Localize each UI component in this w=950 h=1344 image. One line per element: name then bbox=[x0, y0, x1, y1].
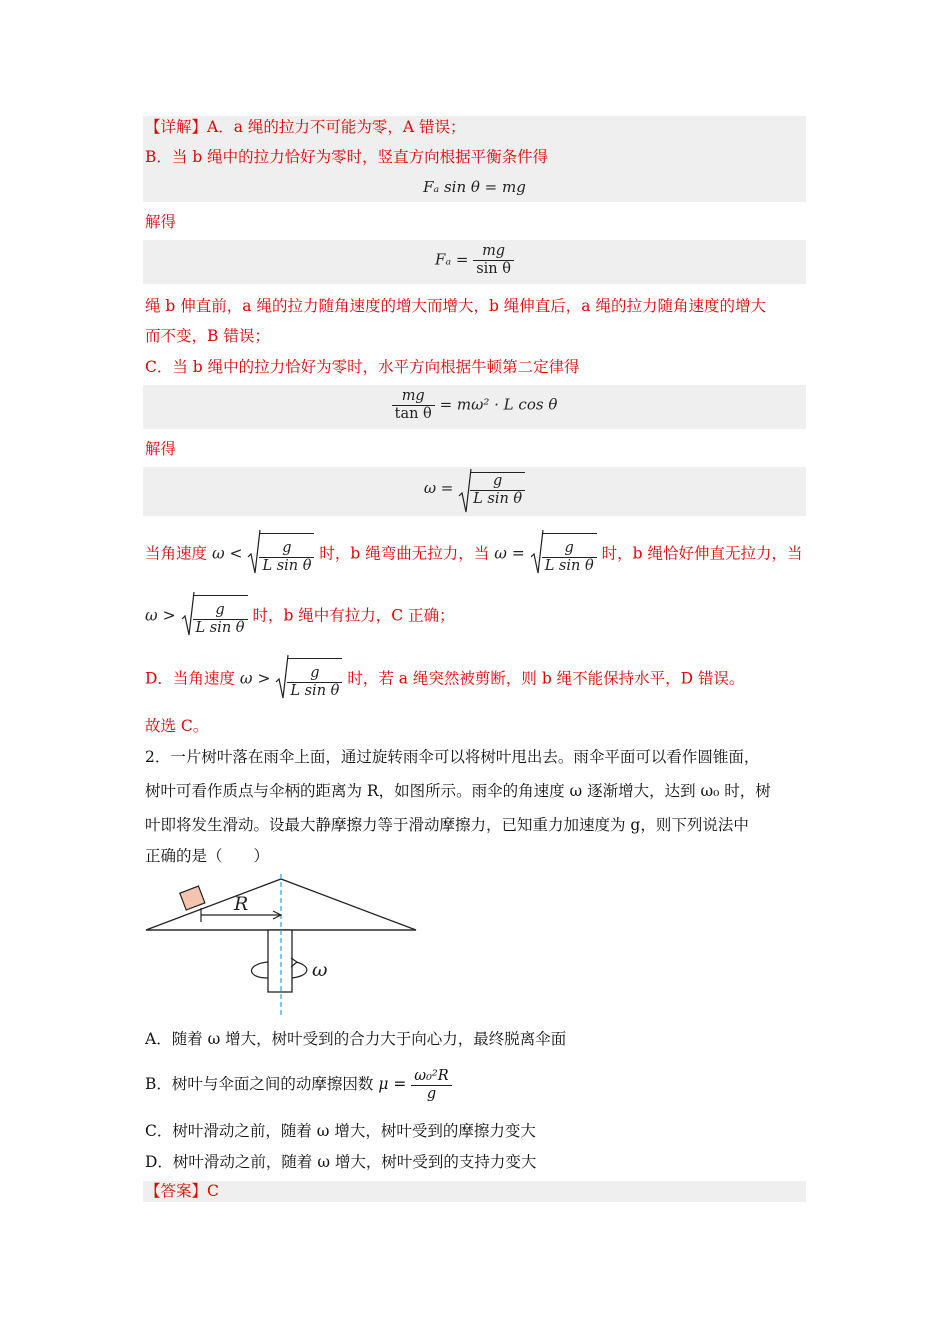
omega-label: ω bbox=[312, 959, 328, 981]
solve-label-1: 解得 bbox=[145, 213, 177, 231]
equation-3: $\frac{mg}{\text{tan θ}}$ = mω² · L cos θ bbox=[143, 388, 806, 423]
radical-sign-icon bbox=[275, 654, 289, 700]
option-b: B．树叶与伞面之间的动摩擦因数 μ = $\frac{\text{ω₀²R}}{g}$ bbox=[145, 1064, 452, 1104]
leaf-block bbox=[180, 886, 205, 910]
detail-paragraph-1b: 而不变，B 错误； bbox=[145, 327, 270, 345]
umbrella-figure bbox=[140, 872, 425, 1017]
detail-line-a: 【详解】A．a 绳的拉力不可能为零，A 错误； bbox=[145, 118, 466, 136]
equation-3-fraction: $\frac{mg}{\text{tan θ}}$ bbox=[392, 388, 435, 423]
final-choice: 故选 C。 bbox=[145, 717, 209, 735]
solve-label-2: 解得 bbox=[145, 440, 177, 458]
condition-sqrt-2: $\frac{g}{\text{L sin θ}}$ bbox=[530, 531, 597, 578]
radical-sign-icon bbox=[458, 468, 472, 514]
condition-line-2: ω > $\frac{g}{\text{L sin θ}}$ 时，b 绳中有拉力，C 正确； bbox=[145, 593, 455, 640]
radical-sign-icon bbox=[247, 529, 261, 575]
option-c: C．树叶滑动之前，随着 ω 增大，树叶受到的摩擦力变大 bbox=[145, 1122, 536, 1140]
condition-sqrt-4: $\frac{g}{\text{L sin θ}}$ bbox=[275, 656, 342, 703]
condition-line-1: 当角速度 ω < $\frac{g}{\text{L sin θ}}$ 时，b 绳弯曲无拉力，当 ω = $\frac{g}{\text{L sin θ}}$ 时，b 绳恰好伸直无拉力，当 bbox=[145, 531, 802, 578]
radius-label: R bbox=[234, 893, 249, 915]
condition-sqrt-1: $\frac{g}{\text{L sin θ}}$ bbox=[247, 531, 314, 578]
question-stem-4: 正确的是（ ） bbox=[145, 847, 270, 865]
answer-value: C bbox=[207, 1182, 219, 1200]
umbrella-handle bbox=[268, 930, 292, 992]
detail-line-c: C．当 b 绳中的拉力恰好为零时，水平方向根据牛顿第二定律得 bbox=[145, 358, 580, 376]
question-stem-1: 2．一片树叶落在雨伞上面，通过旋转雨伞可以将树叶甩出去。雨伞平面可以看作圆锥面， bbox=[145, 748, 760, 766]
option-a: A．随着 ω 增大，树叶受到的合力大于向心力，最终脱离伞面 bbox=[145, 1030, 567, 1048]
option-d: D．树叶滑动之前，随着 ω 增大，树叶受到的支持力变大 bbox=[145, 1153, 537, 1171]
answer-tag: 【答案】 bbox=[145, 1182, 208, 1200]
equation-2: Fₐ = $\frac{mg}{\text{sin θ}}$ bbox=[143, 243, 806, 278]
equation-4: ω = $\frac{g}{\text{L sin θ}}$ bbox=[143, 470, 806, 508]
detail-line-d: D．当角速度 ω > $\frac{g}{\text{L sin θ}}$ 时，若 a 绳突然被剪断，则 b 绳不能保持水平，D 错误。 bbox=[145, 656, 745, 703]
question-stem-2: 树叶可看作质点与伞柄的距离为 R，如图所示。雨伞的角速度 ω 逐渐增大，达到 ω₀ 时，树 bbox=[145, 782, 771, 800]
radical-sign-icon bbox=[181, 591, 195, 637]
option-b-fraction: $\frac{\text{ω₀²R}}{g}$ bbox=[411, 1068, 451, 1103]
answer-line bbox=[145, 1180, 219, 1202]
radical-sign-icon bbox=[530, 529, 544, 575]
detail-line-b: B．当 b 绳中的拉力恰好为零时，竖直方向根据平衡条件得 bbox=[145, 148, 549, 166]
question-stem-3: 叶即将发生滑动。设最大静摩擦力等于滑动摩擦力，已知重力加速度为 g，则下列说法中 bbox=[145, 816, 749, 834]
answer-shade bbox=[143, 1181, 806, 1202]
equation-4-sqrt: $\frac{g}{\text{L sin θ}}$ bbox=[458, 470, 525, 508]
detail-tag: 【详解】 bbox=[145, 118, 208, 136]
detail-paragraph-1: 绳 b 伸直前，a 绳的拉力随角速度的增大而增大，b 绳伸直后，a 绳的拉力随角速度的增大 bbox=[145, 297, 766, 315]
equation-1: Fₐ sin θ = mg bbox=[423, 178, 526, 196]
equation-2-fraction: $\frac{mg}{\text{sin θ}}$ bbox=[473, 243, 514, 278]
condition-sqrt-3: $\frac{g}{\text{L sin θ}}$ bbox=[181, 593, 248, 640]
